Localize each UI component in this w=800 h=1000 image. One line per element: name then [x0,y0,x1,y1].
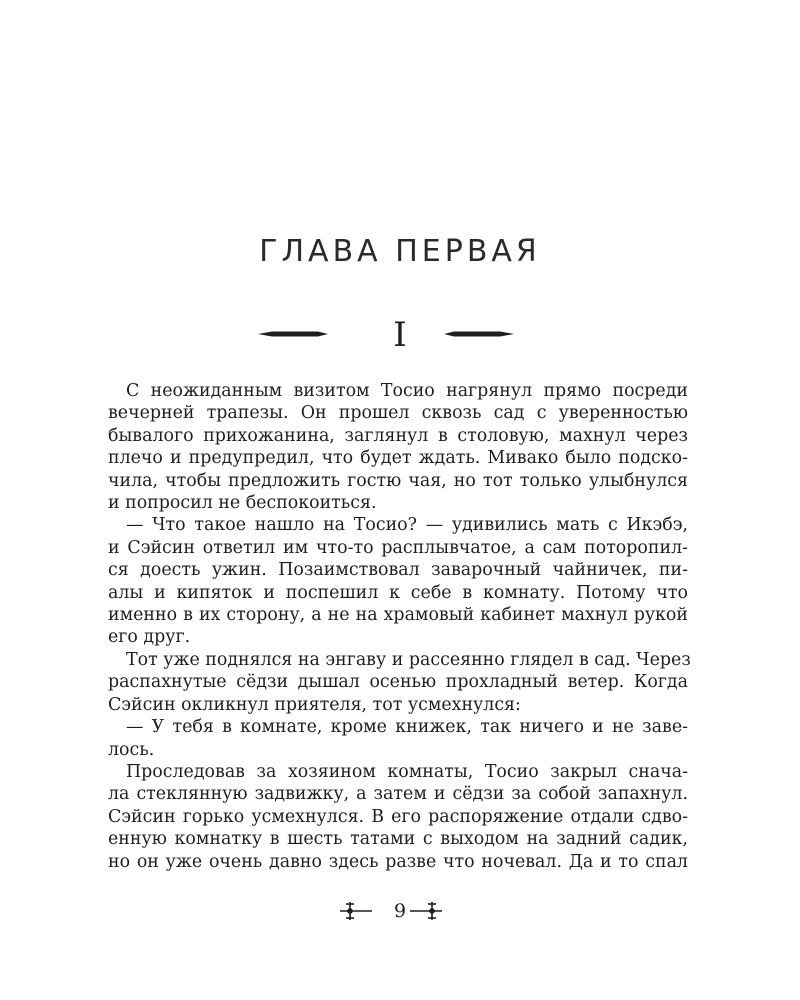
text-line: ла стеклянную задвижку, а затем и сёдзи за собой запахнул. [108,784,688,805]
text-line: ся доесть ужин. Позаимствовал заварочный чайничек, пи- [108,560,688,581]
text-line: Проследовав за хозяином комнаты, Тосио закрыл снача- [126,761,688,782]
text-line: и Сэйсин ответил им что-то расплывчатое, а сам поторопил- [108,537,688,558]
text-line: Сэйсин горько усмехнулся. В его распоряжение отдали сдво- [108,806,688,827]
body-text [108,380,691,873]
text-line: енную комнатку в шесть татами с выходом на задний садик, [108,829,688,850]
text-line: и попросил не беспокоиться. [108,493,377,514]
text-line: С неожиданным визитом Тосио нагрянул прямо посреди [126,381,688,401]
text-line: его друг. [108,627,191,648]
text-line: алы и кипяток и поспешил к себе в комнату. Потому что [108,582,688,603]
text-line: плечо и предупредил, что будет ждать. Мивако было подско- [108,448,688,469]
text-line: — Что такое нашло на Тосио? — удивились мать с Икэбэ, [126,515,688,536]
text-line: чила, чтобы предложить гостю чая, но тот только улыбнулся [108,470,688,491]
text-line: лось. [108,739,155,760]
text-line: бывалого прихожанина, заглянул в столовую, махнул через [108,425,688,446]
text-line: — У тебя в комнате, кроме книжек, так ничего и не заве- [126,717,688,738]
page-footer [0,898,800,928]
text-line: распахнутые сёдзи дышал осенью прохладный ветер. Когда [108,672,688,693]
section-number: I [393,315,407,355]
text-line: Тот уже поднялся на энгаву и рассеянно глядел в сад. Через [126,649,691,670]
text-line: вечерней трапезы. Он прошел сквозь сад с уверенностью [108,403,688,424]
text-line: но он уже очень давно здесь разве что ночевал. Да и то спал [108,851,688,872]
page-number: 9 [393,900,407,922]
text-line: Сэйсин окликнул приятеля, тот усмехнулся: [108,694,521,715]
chapter-title: ГЛАВА ПЕРВАЯ [259,234,541,270]
text-line: именно в их сторону, а не на храмовый кабинет махнул рукой [108,605,688,626]
